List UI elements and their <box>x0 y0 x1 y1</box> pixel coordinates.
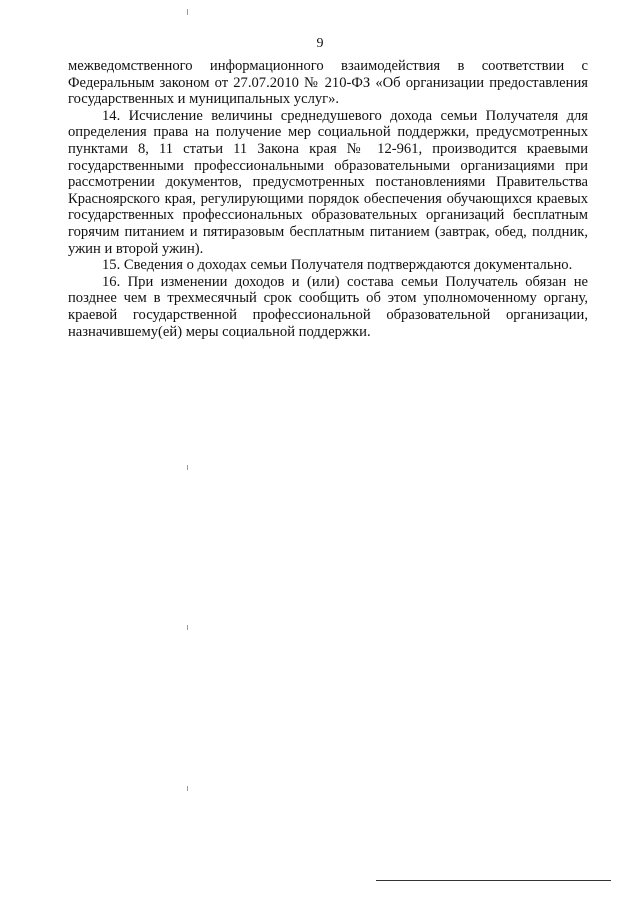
paragraph-item-14: 14. Исчисление величины среднедушевого дохода семьи Получателя для определения права на получение мер социальной поддержки, предусмотренных пунктами 8, 11 статьи 11 Закона края № 12-961, производится краевыми государственными профессиональными образовательными организациями при рассмотрении документов, предусмотренных постановлениями Правительства Красноярского края, регулирующими порядок обеспечения обучающихся краевых государственных профессиональных образовательных организаций бесплатным горячим питанием и пятиразовым бесплатным питанием (завтрак, обед, полдник, ужин и второй ужин). <box>68 107 588 257</box>
document-body <box>68 58 588 340</box>
scan-mark-bottom <box>187 786 188 791</box>
scan-mark-middle-2 <box>187 625 188 630</box>
paragraph-item-15: 15. Сведения о доходах семьи Получателя подтверждаются документально. <box>102 257 573 274</box>
paragraph-item-16: 16. При изменении доходов и (или) состава семьи Получатель обязан не позднее чем в трехмесячный срок сообщить об этом уполномоченному органу, краевой государственной профессиональной образовательной организации, назначившему(ей) меры социальной поддержки. <box>68 273 588 340</box>
footer-rule <box>376 880 611 881</box>
page-number: 9 <box>316 36 324 51</box>
paragraph-continuation: межведомственного информационного взаимодействия в соответствии с Федеральным законом от 27.07.2010 № 210-ФЗ «Об организации предоставления государственных и муниципальных услуг». <box>68 58 588 108</box>
scan-mark-middle-1 <box>187 465 188 470</box>
scan-mark-top <box>187 9 188 15</box>
